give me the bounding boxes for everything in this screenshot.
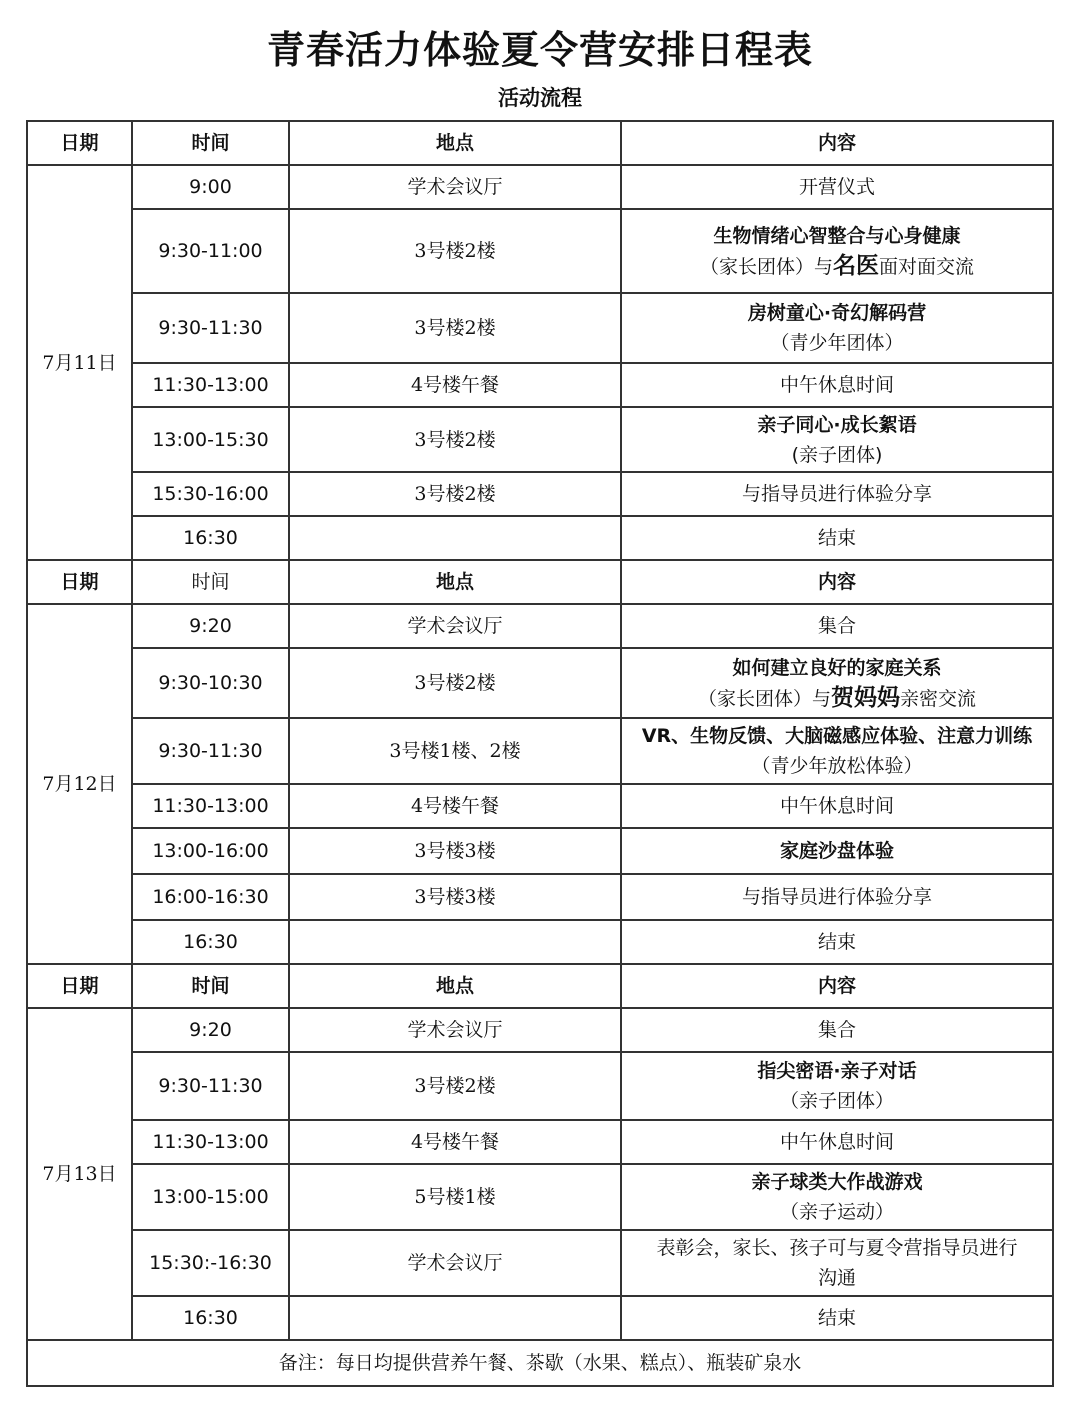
header-location: 地点 bbox=[289, 121, 621, 165]
table-row bbox=[27, 1008, 1053, 1052]
table-row bbox=[27, 1296, 1053, 1340]
header-row bbox=[27, 964, 1053, 1008]
header-content: 内容 bbox=[621, 964, 1053, 1008]
content-title: 房树童心·奇幻解码营 bbox=[747, 302, 927, 324]
content-subtext: (亲子团体) bbox=[791, 443, 883, 466]
table-row bbox=[27, 1164, 1053, 1230]
content-emphasis: 贺妈妈 bbox=[831, 684, 900, 711]
table-row bbox=[27, 293, 1053, 363]
content-text: 与指导员进行体验分享 bbox=[741, 886, 932, 908]
header-date: 日期 bbox=[27, 560, 132, 604]
content-subtext: （青少年团体） bbox=[770, 332, 904, 354]
content-text: （家长团体）与 bbox=[699, 255, 833, 278]
location-cell: 学术会议厅 bbox=[289, 1230, 621, 1296]
table-row bbox=[27, 828, 1053, 874]
content-cell bbox=[621, 1120, 1053, 1164]
time-cell: 16:00-16:30 bbox=[132, 874, 289, 920]
table-row bbox=[27, 874, 1053, 920]
content-title: VR、生物反馈、大脑磁感应体验、注意力训练 bbox=[641, 725, 1033, 747]
content-cell bbox=[621, 1008, 1053, 1052]
table-row bbox=[27, 648, 1053, 718]
location-cell bbox=[289, 1296, 621, 1340]
header-time: 时间 bbox=[132, 964, 289, 1008]
content-subline bbox=[626, 683, 1048, 714]
content-title: 如何建立良好的家庭关系 bbox=[732, 656, 942, 679]
time-cell: 9:20 bbox=[132, 604, 289, 648]
location-cell: 3号楼2楼 bbox=[289, 472, 621, 516]
schedule-table bbox=[26, 120, 1054, 1387]
time-cell: 11:30-13:00 bbox=[132, 363, 289, 407]
content-title: 亲子球类大作战游戏 bbox=[751, 1171, 923, 1193]
location-cell bbox=[289, 516, 621, 560]
content-title: 家庭沙盘体验 bbox=[779, 840, 894, 862]
header-content: 内容 bbox=[621, 560, 1053, 604]
header-date: 日期 bbox=[27, 964, 132, 1008]
table-row bbox=[27, 604, 1053, 648]
time-cell: 13:00-15:30 bbox=[132, 407, 289, 472]
location-cell: 4号楼午餐 bbox=[289, 784, 621, 828]
date-cell: 7月12日 bbox=[27, 604, 132, 964]
table-row bbox=[27, 516, 1053, 560]
time-cell: 13:00-15:00 bbox=[132, 1164, 289, 1230]
header-time: 时间 bbox=[132, 560, 289, 604]
table-row bbox=[27, 1052, 1053, 1120]
time-cell: 11:30-13:00 bbox=[132, 1120, 289, 1164]
time-cell: 9:30-10:30 bbox=[132, 648, 289, 718]
table-row bbox=[27, 165, 1053, 209]
time-cell: 13:00-16:00 bbox=[132, 828, 289, 874]
content-text: 中午休息时间 bbox=[779, 374, 894, 396]
content-cell bbox=[621, 1164, 1053, 1230]
content-cell bbox=[621, 920, 1053, 964]
content-cell bbox=[621, 407, 1053, 472]
content-text: 开营仪式 bbox=[798, 176, 875, 198]
content-cell bbox=[621, 1296, 1053, 1340]
location-cell: 4号楼午餐 bbox=[289, 1120, 621, 1164]
location-cell: 3号楼3楼 bbox=[289, 828, 621, 874]
content-cell bbox=[621, 648, 1053, 718]
content-subtext: （青少年放松体验） bbox=[751, 755, 923, 777]
location-cell: 学术会议厅 bbox=[289, 165, 621, 209]
time-cell: 16:30 bbox=[132, 516, 289, 560]
content-subtext: 沟通 bbox=[817, 1267, 856, 1289]
table-row bbox=[27, 784, 1053, 828]
location-cell bbox=[289, 920, 621, 964]
time-cell: 15:30:-16:30 bbox=[132, 1230, 289, 1296]
header-time: 时间 bbox=[132, 121, 289, 165]
content-subtext: （亲子团体） bbox=[779, 1090, 894, 1112]
content-cell bbox=[621, 293, 1053, 363]
header-content: 内容 bbox=[621, 121, 1053, 165]
content-text: 结束 bbox=[817, 527, 856, 549]
time-cell: 9:30-11:30 bbox=[132, 293, 289, 363]
time-cell: 9:30-11:00 bbox=[132, 209, 289, 293]
content-cell bbox=[621, 828, 1053, 874]
note-cell: 备注：每日均提供营养午餐、茶歇（水果、糕点）、瓶装矿泉水 bbox=[27, 1340, 1053, 1386]
content-text: 结束 bbox=[817, 931, 856, 953]
location-cell: 3号楼2楼 bbox=[289, 1052, 621, 1120]
table-row bbox=[27, 407, 1053, 472]
table-row bbox=[27, 1230, 1053, 1296]
content-text: 与指导员进行体验分享 bbox=[741, 483, 932, 505]
header-row bbox=[27, 560, 1053, 604]
date-cell: 7月11日 bbox=[27, 165, 132, 560]
content-text: 集合 bbox=[817, 1019, 856, 1041]
content-title: 生物情绪心智整合与心身健康 bbox=[713, 224, 961, 247]
table-row bbox=[27, 472, 1053, 516]
content-cell bbox=[621, 165, 1053, 209]
header-date: 日期 bbox=[27, 121, 132, 165]
time-cell: 11:30-13:00 bbox=[132, 784, 289, 828]
content-cell bbox=[621, 784, 1053, 828]
location-cell: 4号楼午餐 bbox=[289, 363, 621, 407]
content-text: 结束 bbox=[817, 1307, 856, 1329]
content-title: 指尖密语·亲子对话 bbox=[757, 1060, 917, 1082]
content-subtext: （亲子运动） bbox=[779, 1201, 894, 1223]
table-row bbox=[27, 718, 1053, 784]
location-cell: 3号楼2楼 bbox=[289, 648, 621, 718]
content-cell bbox=[621, 874, 1053, 920]
time-cell: 9:00 bbox=[132, 165, 289, 209]
content-text: 亲密交流 bbox=[900, 687, 977, 710]
content-text: （家长团体）与 bbox=[697, 687, 831, 710]
date-cell: 7月13日 bbox=[27, 1008, 132, 1340]
table-row bbox=[27, 363, 1053, 407]
header-location: 地点 bbox=[289, 964, 621, 1008]
location-cell: 3号楼2楼 bbox=[289, 293, 621, 363]
header-location: 地点 bbox=[289, 560, 621, 604]
content-cell bbox=[621, 1052, 1053, 1120]
location-cell: 3号楼1楼、2楼 bbox=[289, 718, 621, 784]
location-cell: 学术会议厅 bbox=[289, 604, 621, 648]
content-cell bbox=[621, 604, 1053, 648]
content-subline bbox=[626, 251, 1048, 282]
header-row bbox=[27, 121, 1053, 165]
location-cell: 3号楼2楼 bbox=[289, 209, 621, 293]
content-text: 集合 bbox=[817, 615, 856, 637]
time-cell: 9:30-11:30 bbox=[132, 718, 289, 784]
content-cell bbox=[621, 472, 1053, 516]
content-cell bbox=[621, 209, 1053, 293]
content-text: 中午休息时间 bbox=[779, 1131, 894, 1153]
content-cell bbox=[621, 516, 1053, 560]
time-cell: 15:30-16:00 bbox=[132, 472, 289, 516]
time-cell: 9:20 bbox=[132, 1008, 289, 1052]
table-row bbox=[27, 920, 1053, 964]
time-cell: 16:30 bbox=[132, 1296, 289, 1340]
location-cell: 学术会议厅 bbox=[289, 1008, 621, 1052]
content-text: 面对面交流 bbox=[879, 255, 975, 278]
content-cell bbox=[621, 718, 1053, 784]
page-title: 青春活力体验夏令营安排日程表 bbox=[266, 28, 813, 72]
schedule-body bbox=[27, 121, 1053, 1386]
time-cell: 16:30 bbox=[132, 920, 289, 964]
page-subtitle: 活动流程 bbox=[498, 86, 582, 110]
content-text: 表彰会，家长、孩子可与夏令营指导员进行 bbox=[656, 1237, 1018, 1259]
table-row bbox=[27, 1120, 1053, 1164]
time-cell: 9:30-11:30 bbox=[132, 1052, 289, 1120]
location-cell: 3号楼3楼 bbox=[289, 874, 621, 920]
note-row bbox=[27, 1340, 1053, 1386]
content-cell bbox=[621, 1230, 1053, 1296]
location-cell: 5号楼1楼 bbox=[289, 1164, 621, 1230]
table-row bbox=[27, 209, 1053, 293]
location-cell: 3号楼2楼 bbox=[289, 407, 621, 472]
content-title: 亲子同心·成长絮语 bbox=[757, 413, 917, 436]
content-emphasis: 名医 bbox=[833, 252, 879, 279]
content-cell bbox=[621, 363, 1053, 407]
content-text: 中午休息时间 bbox=[779, 795, 894, 817]
